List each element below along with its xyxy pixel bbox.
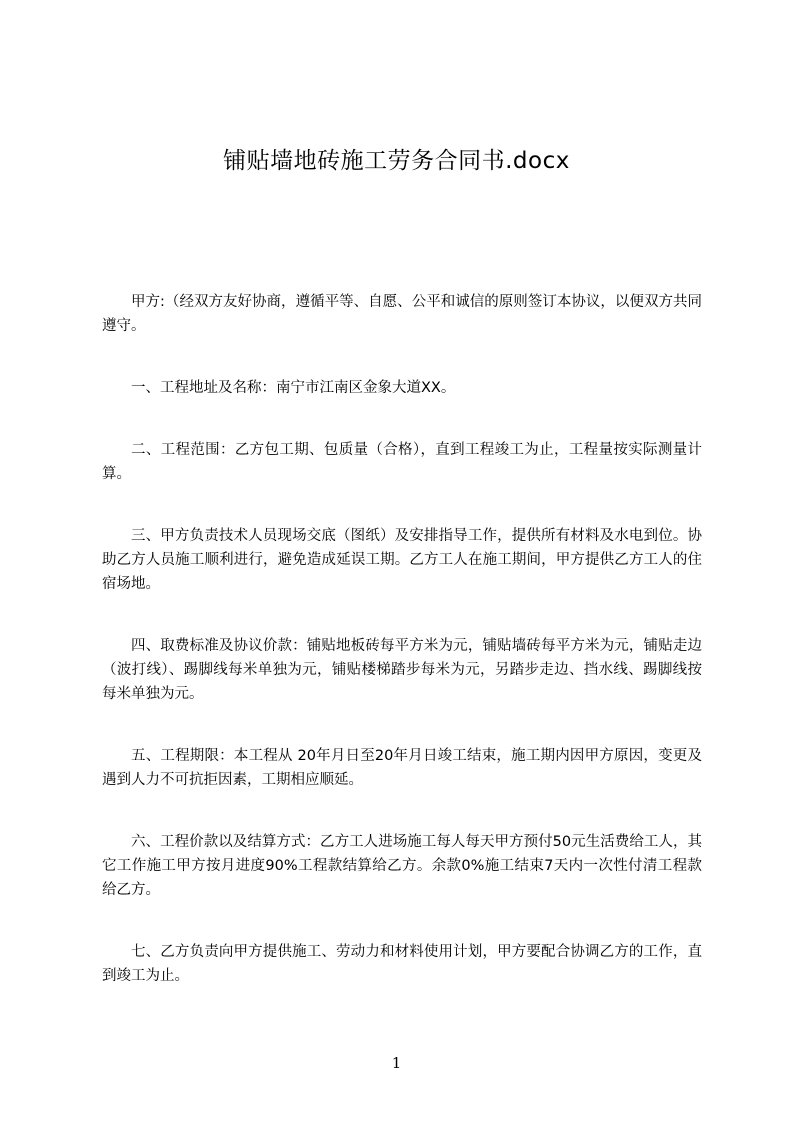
paragraph-clause-6: 六、工程价款以及结算方式：乙方工人进场施工每人每天甲方预付50元生活费给工人，其它工作施工甲方按月进度90%工程款结算给乙方。余款0%施工结束7天内一次性付清工程款给乙方。: [102, 834, 702, 898]
paragraph-clause-5: 五、工程期限：本工程从 20年月日至20年月日竣工结束，施工期内因甲方原因，变更及遇到人力不可抗拒因素，工期相应顺延。: [102, 748, 702, 788]
paragraph-clause-1: 一、工程地址及名称：南宁市江南区金象大道XX。: [131, 380, 456, 396]
paragraph-clause-4: 四、取费标准及协议价款：铺贴地板砖每平方米为元，铺贴墙砖每平方米为元，铺贴走边（波打线）、踢脚线每米单独为元，铺贴楼梯踏步每米为元，另踏步走边、挡水线、踢脚线按每米单独为元。: [102, 638, 702, 702]
paragraph-clause-3: 三、甲方负责技术人员现场交底（图纸）及安排指导工作，提供所有材料及水电到位。协助乙方人员施工顺利进行，避免造成延误工期。乙方工人在施工期间，甲方提供乙方工人的住宿场地。: [102, 528, 702, 592]
paragraph-clause-7: 七、乙方负责向甲方提供施工、劳动力和材料使用计划，甲方要配合协调乙方的工作，直到竣工为止。: [102, 944, 702, 984]
paragraph-intro: 甲方:（经双方友好协商，遵循平等、自愿、公平和诚信的原则签订本协议，以便双方共同遵守。: [102, 294, 702, 334]
paragraph-clause-2: 二、工程范围：乙方包工期、包质量（合格），直到工程竣工为止，工程量按实际测量计算。: [102, 442, 702, 482]
document-body: [102, 290, 702, 1026]
page-number: 1: [391, 1054, 402, 1072]
document-title: 铺贴墙地砖施工劳务合同书.docx: [223, 148, 570, 174]
